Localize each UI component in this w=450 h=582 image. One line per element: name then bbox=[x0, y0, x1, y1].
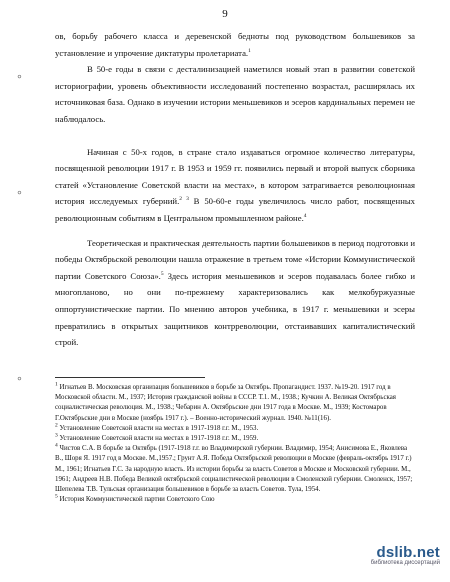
footnotes bbox=[55, 383, 415, 505]
main-text bbox=[55, 28, 415, 351]
watermark-logo: dslib.net bbox=[376, 544, 440, 561]
paragraph-4: Теоретическая и практическая деятельность партии большевиков в период подготовки и победы Октябрьской революции нашла отражение в третьем томе «Истории Коммунистической партии Советского Союза».$^5$ Здесь история меньшевиков и эсеров подавалась более гибко и многопланово, но они по-прежнему характеризовались как мелкобуржуазные оппортунистические партии. По мнению авторов учебника, в 1917 г. меньшевики и эсеры превратились в открытых защитников контрреволюции, отстаивавших капиталистический строй. bbox=[55, 237, 415, 348]
binding-hole-mark: ∘ bbox=[16, 372, 23, 385]
paragraph-3: Начиная с 50-х годов, в стране стало издаваться огромное количество литературы, посвященной революции 1917 г. В 1953 и 1959 гг. появились первый и второй выпуск сборника статей «Установление Советской власти на местах», в котором затрагивается революционная история исследуемых губерний.$^{2 3}$ В 50-60-е годы увеличилось число работ, посвященных революционным событиям в Центральном промышленном районе.$^4$ bbox=[55, 146, 416, 223]
footnote-ref: 1 bbox=[248, 47, 251, 54]
footnote-5: $^5$ История Коммунистической партии Советского Сою bbox=[55, 493, 215, 504]
paragraph-2: В 50-е годы в связи с десталинизацией наметился новый этап в развитии советской историографии, уровень объективности исследований постепенно возрастал, расширялась их источниковая база. Однако в изучении истории меньшевиков и эсеров кардинальных перемен не наблюдалось. bbox=[55, 64, 415, 124]
footnote-ref: 2 3 bbox=[179, 196, 189, 203]
footnote-ref: 5 bbox=[160, 270, 164, 277]
binding-hole-mark: ∘ bbox=[16, 186, 23, 199]
paragraph-1: ов, борьбу рабочего класса и деревенской бедноты под руководством большевиков за установление и упрочение диктатуры пролетариата.$^1$ bbox=[55, 31, 415, 58]
watermark-tagline: библиотека диссертаций bbox=[370, 560, 440, 566]
binding-hole-mark: ∘ bbox=[16, 70, 23, 83]
footnote-2: $^2$ Установление Советской власти на местах в 1917-1918 г.г. М., 1953. bbox=[55, 422, 259, 432]
page-number: 9 bbox=[222, 8, 228, 20]
watermark bbox=[328, 544, 440, 574]
footnote-separator bbox=[55, 377, 205, 378]
footnote-4: $^4$ Чистов С.А. В борьбе за Октябрь (1917-1918 г.г. во Владимирской губернии. Владимир, 1954; Анисимова Е., Яковлева В., Шоря Я. 1917 год в Москве. М.,1957.; Грунт А.Я. Победа Октябрьской революции в Москве (февраль-октябрь 1917 г.) М., 1961; Игнатьев Г.С. За народную власть. Из истории борьбы за власть Советов в Москве и Московской губернии. М., 1961; Андреев Н.В. Победа Великой октябрьской социалистической революции в Смоленской губернии. Смоленск, 1957; Шепелева Т.В. Тульская организация большевиков в борьбе за власть Советов. Тула, 1954. bbox=[55, 442, 413, 494]
footnote-ref: 4 bbox=[303, 213, 307, 220]
footnote-1: $^1$ Игнатьев В. Московская организация большевиков в борьбе за Октябрь. Пропагандист. 1937. №19-20. 1917 год в Московской области. М., 1937; История гражданской войны в СССР. Т.1. М., 1938.; Кучкин А. Великая Октябрьская социалистическая революция. М., 1938.; Чебарин А. Октябрьские дни 1917 года в Москве. М., 1939; Костомаров Г.Октябрьские дни в Москве (ноябрь 1917 г.). – Военно-исторический журнал. 1940. №11(16). bbox=[55, 381, 396, 422]
footnote-3: $^3$ Установление Советской власти на местах в 1917-1918 г.г. М., 1959. bbox=[55, 432, 259, 443]
